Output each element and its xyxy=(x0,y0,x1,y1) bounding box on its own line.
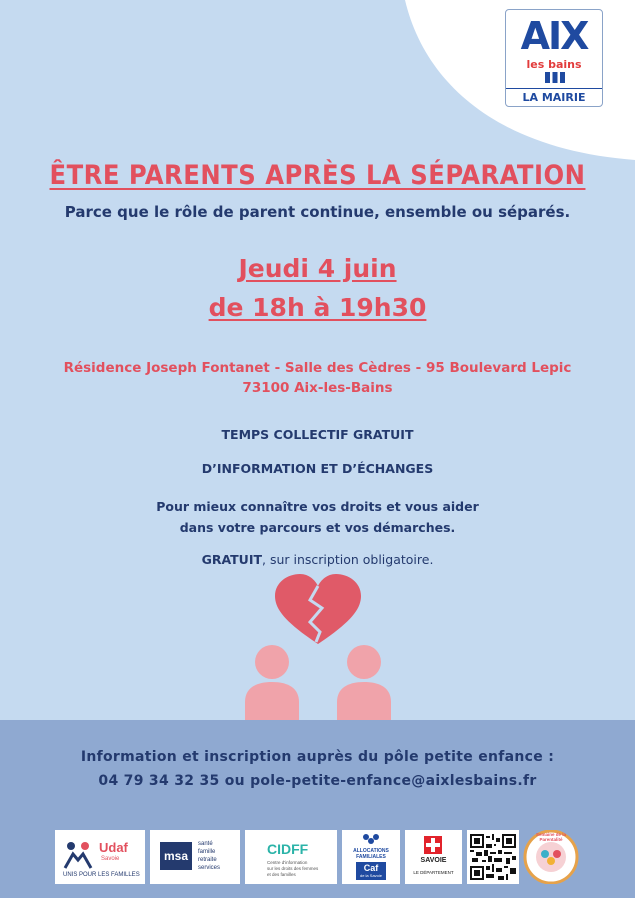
cidff-logo xyxy=(245,830,337,884)
caf-name: Caf xyxy=(363,863,379,873)
semaine-parentalite-logo xyxy=(522,830,580,884)
logo-aix-text: AIX xyxy=(520,14,588,58)
msa-line-3: retraite xyxy=(198,857,217,863)
broken-heart-icon xyxy=(275,574,361,644)
udaf-logo xyxy=(55,830,145,884)
udaf-family-icon xyxy=(61,838,95,872)
broken-heart-parents-illustration xyxy=(230,574,405,724)
event-subtitle: Parce que le rôle de parent continue, ensemble ou séparés. xyxy=(64,203,571,221)
contact-line-1: Information et inscription auprès du pôle petite enfance : xyxy=(80,749,555,765)
event-time: de 18h à 19h30 xyxy=(208,293,427,322)
caf-badge xyxy=(356,862,386,880)
aix-les-bains-mairie-logo xyxy=(505,9,603,107)
cidff-line-3: et des familles xyxy=(267,872,296,877)
description-line-1: Pour mieux connaître vos droits et vous aider xyxy=(156,499,479,514)
information-heading: D’INFORMATION ET D’ÉCHANGES xyxy=(201,461,434,476)
event-date: Jeudi 4 juin xyxy=(238,254,397,283)
logo-les-bains-text: les bains xyxy=(526,58,582,71)
event-address xyxy=(0,358,635,398)
qr-code-icon xyxy=(470,834,516,880)
gratuit-bold: GRATUIT xyxy=(201,552,263,567)
collectif-heading: TEMPS COLLECTIF GRATUIT xyxy=(221,427,414,442)
description-line-2: dans votre parcours et vos démarches. xyxy=(179,520,456,535)
caf-family-icon xyxy=(361,833,381,847)
udaf-tagline: UNIS POUR LES FAMILLES xyxy=(63,872,140,878)
event-title: ÊTRE PARENTS APRÈS LA SÉPARATION xyxy=(49,160,586,191)
registration-note xyxy=(0,552,635,567)
savoie-line-1: LE DÉPARTEMENT xyxy=(413,870,454,875)
address-line-2: 73100 Aix-les-Bains xyxy=(242,380,393,396)
savoie-cross-icon xyxy=(424,836,442,854)
cidff-line-1: Centre d'information xyxy=(267,860,308,865)
caf-line-1: ALLOCATIONS xyxy=(353,848,389,854)
parent-left-icon xyxy=(245,645,299,720)
gratuit-rest: , sur inscription obligatoire. xyxy=(262,552,434,567)
msa-name: msa xyxy=(163,849,189,863)
qr-code xyxy=(467,830,519,884)
event-description xyxy=(0,496,635,538)
msa-line-2: famille xyxy=(198,849,216,855)
msa-logo xyxy=(150,830,240,884)
caf-logo xyxy=(342,830,400,884)
msa-line-1: santé xyxy=(198,841,213,847)
cidff-line-2: sur les droits des femmes xyxy=(267,866,319,871)
msa-line-4: services xyxy=(198,865,221,871)
parent-right-icon xyxy=(337,645,391,720)
semaine-parentalite-name: Semaine de la Parentalité xyxy=(535,832,566,842)
address-line-1: Résidence Joseph Fontanet - Salle des Cèdres - 95 Boulevard Lepic xyxy=(63,360,572,376)
cidff-name: CIDFF xyxy=(267,841,309,857)
udaf-name: Udaf xyxy=(99,840,128,855)
logo-bars-icon xyxy=(544,72,566,83)
savoie-departement-logo xyxy=(405,830,462,884)
udaf-region: Savoie xyxy=(101,856,120,862)
contact-line-2: 04 79 34 32 35 ou pole-petite-enfance@aixlesbains.fr xyxy=(98,773,537,789)
logo-la-mairie-text: LA MAIRIE xyxy=(506,88,602,104)
contact-info xyxy=(0,745,635,793)
caf-line-3: de la Savoie xyxy=(359,873,382,878)
savoie-name: SAVOIE xyxy=(420,857,447,864)
msa-mark xyxy=(160,842,192,870)
caf-line-2: FAMILIALES xyxy=(356,854,386,860)
